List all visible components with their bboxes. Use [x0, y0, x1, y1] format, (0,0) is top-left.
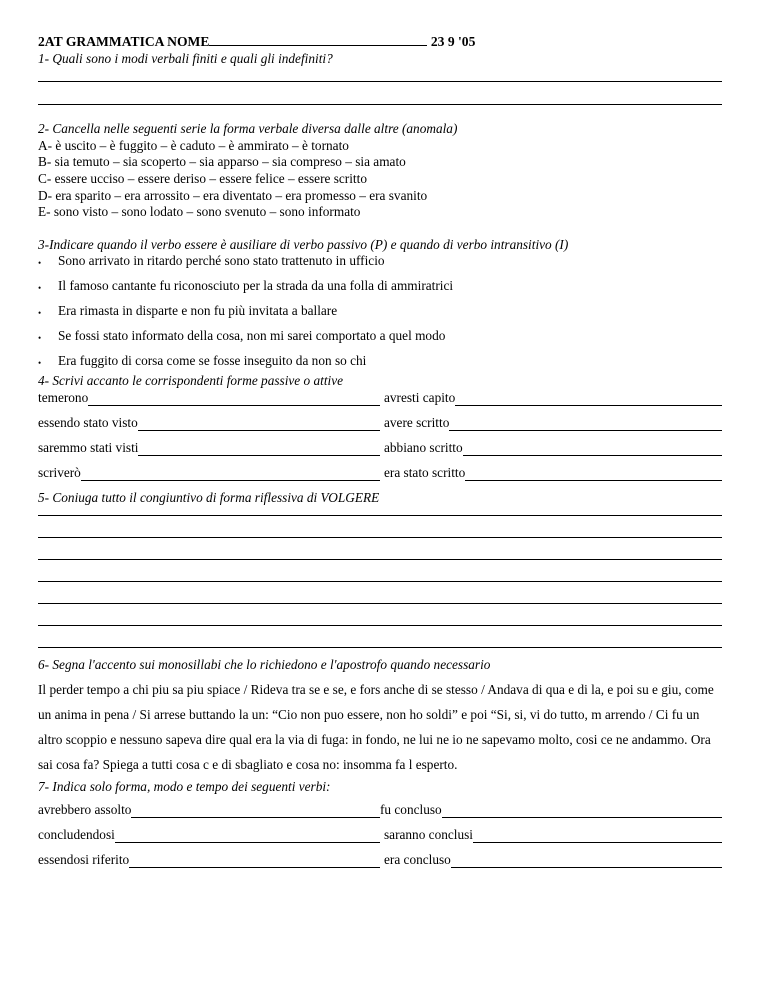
- answer-blank[interactable]: [451, 852, 722, 868]
- q3-item: [38, 353, 722, 373]
- q2-row: A- è uscito – è fuggito – è caduto – è ammirato – è tornato: [38, 137, 349, 153]
- q5-answer-line[interactable]: [38, 582, 722, 604]
- answer-blank[interactable]: [131, 802, 380, 818]
- q3-item-text: Era fuggito di corsa come se fosse inseguito da non so chi: [58, 353, 367, 369]
- q4-term: temerono: [38, 389, 89, 405]
- answer-blank[interactable]: [138, 440, 380, 456]
- answer-blank[interactable]: [465, 465, 722, 481]
- q3-item: [38, 303, 722, 328]
- answer-blank[interactable]: [115, 827, 380, 843]
- q5-answer-line[interactable]: [38, 560, 722, 582]
- q2-row: B- sia temuto – sia scoperto – sia apparso – sia compreso – sia amato: [38, 154, 406, 170]
- q4-row: [38, 440, 722, 465]
- q3-item: [38, 328, 722, 353]
- q3-item-text: Il famoso cantante fu riconosciuto per la strada da una folla di ammiratrici: [58, 278, 454, 294]
- q7-row: [38, 852, 722, 877]
- answer-blank[interactable]: [129, 852, 380, 868]
- q5-title: 5- Coniuga tutto il congiuntivo di forma riflessiva di VOLGERE: [38, 489, 380, 505]
- q5-answer-line[interactable]: [38, 538, 722, 560]
- q7-term: essendosi riferito: [38, 851, 130, 867]
- q2-row: E- sono visto – sono lodato – sono svenuto – sono informato: [38, 204, 361, 220]
- q3-item-text: Era rimasta in disparte e non fu più invitata a ballare: [58, 303, 338, 319]
- bullet-icon: •: [38, 333, 42, 344]
- q2-row: D- era sparito – era arrossito – era diventato – era promesso – era svanito: [38, 187, 428, 203]
- q4-term: era stato scritto: [384, 464, 466, 480]
- bullet-icon: •: [38, 308, 42, 319]
- q3-item-text: Sono arrivato in ritardo perché sono stato trattenuto in ufficio: [58, 253, 385, 269]
- answer-blank[interactable]: [449, 415, 722, 431]
- q5-answer-line[interactable]: [38, 516, 722, 538]
- header-date: 23 9 '05: [430, 34, 476, 49]
- q1-title: 1- Quali sono i modi verbali finiti e quali gli indefiniti?: [38, 50, 333, 66]
- q4-row: [38, 390, 722, 415]
- q4-term: avere scritto: [384, 414, 450, 430]
- q4-term: essendo stato visto: [38, 414, 138, 430]
- q7-term: fu concluso: [380, 801, 442, 817]
- q3-item: [38, 278, 722, 303]
- q6-title: 6- Segna l'accento sui monosillabi che lo richiedono e l'apostrofo quando necessario: [38, 656, 491, 672]
- q6-text: Il perder tempo a chi piu sa piu spiace / Rideva tra se e se, e fors anche di se stesso / Andava di qua e di la, e poi su e giu, come un anima in pena / Si arrese buttando la un: “Cio non puo essere, non ho soldi” e poi “Si, si, vi do tutto, m arrendo / Ci fu un altro scoppio e nessuno sapeva dire qual era la via di fuga: in fondo, ne lui ne io ne sapevamo molto, cosi ce ne andammo. Ora sai cosa fa? Spiega a tutti cosa c e di sbagliato e cosa no: insomma fa l esperto.: [38, 682, 714, 773]
- q5-answer-line[interactable]: [38, 507, 722, 516]
- q7-row: [38, 802, 722, 827]
- q7-title: 7- Indica solo forma, modo e tempo dei seguenti verbi:: [38, 779, 331, 795]
- bullet-icon: •: [38, 258, 42, 269]
- answer-blank[interactable]: [473, 827, 722, 843]
- q2-title: 2- Cancella nelle seguenti serie la forma verbale diversa dalle altre (anomala): [38, 121, 458, 137]
- q3-item: [38, 253, 722, 278]
- header-left: 2AT GRAMMATICA NOME: [38, 34, 210, 49]
- answer-blank[interactable]: [455, 390, 722, 406]
- q7-term: concludendosi: [38, 826, 115, 842]
- header: [38, 34, 722, 51]
- name-blank[interactable]: [209, 34, 427, 46]
- q3-title: 3-Indicare quando il verbo essere è ausiliare di verbo passivo (P) e quando di verbo intransitivo (I): [38, 236, 569, 252]
- answer-blank[interactable]: [442, 802, 722, 818]
- answer-blank[interactable]: [463, 440, 722, 456]
- q1-answer-line-2[interactable]: [38, 82, 722, 105]
- q7-term: saranno conclusi: [384, 826, 473, 842]
- q4-term: abbiano scritto: [384, 439, 463, 455]
- q3-item-text: Se fossi stato informato della cosa, non mi sarei comportato a quel modo: [58, 328, 446, 344]
- answer-blank[interactable]: [81, 465, 380, 481]
- q4-term: scriverò: [38, 464, 81, 480]
- q4-term: avresti capito: [384, 389, 456, 405]
- q1-answer-line-1[interactable]: [38, 67, 722, 82]
- q7-term: avrebbero assolto: [38, 801, 132, 817]
- worksheet: [38, 34, 722, 877]
- q5-answer-line[interactable]: [38, 604, 722, 626]
- answer-blank[interactable]: [138, 415, 380, 431]
- answer-blank[interactable]: [88, 390, 380, 406]
- q2-row: C- essere ucciso – essere deriso – essere felice – essere scritto: [38, 170, 367, 186]
- q4-term: saremmo stati visti: [38, 439, 139, 455]
- q4-row: [38, 465, 722, 490]
- q4-row: [38, 415, 722, 440]
- q5-answer-line[interactable]: [38, 626, 722, 648]
- bullet-icon: •: [38, 358, 42, 369]
- q7-row: [38, 827, 722, 852]
- q4-title: 4- Scrivi accanto le corrispondenti forme passive o attive: [38, 373, 344, 389]
- bullet-icon: •: [38, 283, 42, 294]
- q7-term: era concluso: [384, 851, 451, 867]
